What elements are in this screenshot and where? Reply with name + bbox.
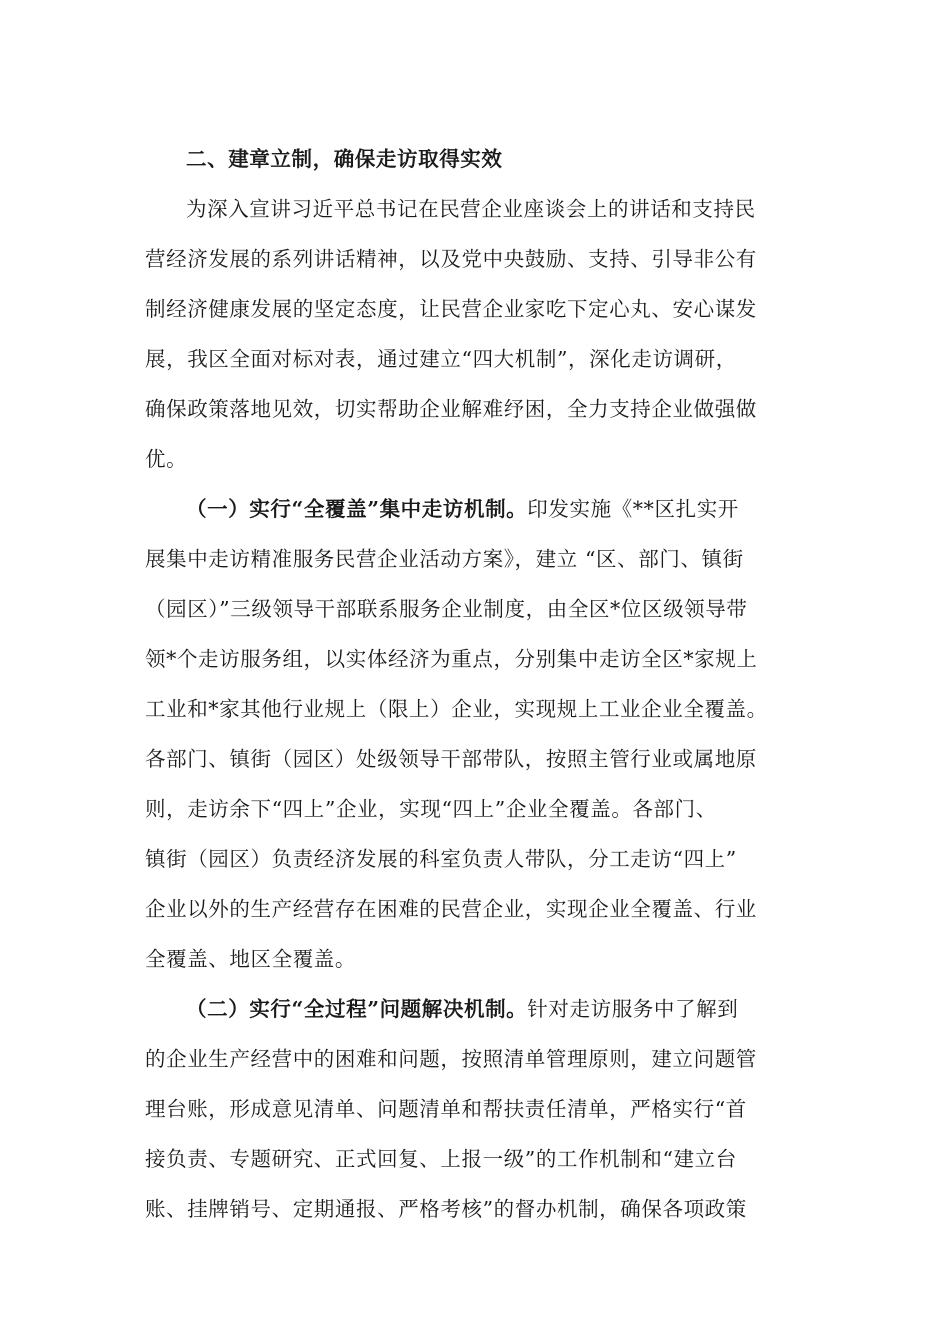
item1-line: 全覆盖、地区全覆盖。 <box>145 947 356 971</box>
item1-line: 各部门、镇街（园区）处级领导干部带队，按照主管行业或属地原 <box>145 747 757 771</box>
intro-line: 确保政策落地见效，切实帮助企业解难纾困，全力支持企业做强做 <box>145 397 757 421</box>
intro-line: 营经济发展的系列讲话精神，以及党中央鼓励、支持、引导非公有 <box>145 247 757 271</box>
item2-line: 理台账，形成意见清单、问题清单和帮扶责任清单，严格实行“首 <box>145 1097 747 1121</box>
item1-line: （园区）”三级领导干部联系服务企业制度，由全区*位区级领导带 <box>145 597 748 621</box>
item2-line: 的企业生产经营中的困难和问题，按照清单管理原则，建立问题管 <box>145 1047 757 1071</box>
item1-line: 镇街（园区）负责经济发展的科室负责人带队，分工走访“四上” <box>145 847 737 871</box>
item2-first-line <box>145 984 805 1034</box>
section-heading: 二、建章立制，确保走访取得实效 <box>186 147 503 171</box>
document-page <box>145 134 805 1234</box>
item1-lead: （一）实行“全覆盖”集中走访机制。 <box>186 497 528 521</box>
item2-first-rest: 针对走访服务中了解到 <box>527 997 739 1021</box>
item2-line: 接负责、专题研究、正式回复、上报一级”的工作机制和“建立台 <box>145 1147 737 1171</box>
intro-line: 制经济健康发展的坚定态度，让民营企业家吃下定心丸、安心谋发 <box>145 297 757 321</box>
item1-line: 企业以外的生产经营存在困难的民营企业，实现企业全覆盖、行业 <box>145 897 757 921</box>
item2-line: 账、挂牌销号、定期通报、严格考核”的督办机制，确保各项政策 <box>145 1197 747 1221</box>
item1-line: 工业和*家其他行业规上（限上）企业，实现规上工业企业全覆盖。 <box>145 697 768 721</box>
item1-first-line <box>145 484 805 534</box>
intro-line: 为深入宣讲习近平总书记在民营企业座谈会上的讲话和支持民 <box>186 197 756 221</box>
item1-line: 展集中走访精准服务民营企业活动方案》，建立 “区、部门、镇街 <box>145 547 744 571</box>
item1-line: 领*个走访服务组，以实体经济为重点，分别集中走访全区*家规上 <box>145 647 758 671</box>
item1-first-rest: 印发实施《**区扎实开 <box>527 497 739 521</box>
intro-line: 展，我区全面对标对表，通过建立“四大机制”，深化走访调研， <box>145 347 737 371</box>
intro-line: 优。 <box>145 447 188 471</box>
item2-lead: （二）实行“全过程”问题解决机制。 <box>186 997 528 1021</box>
item1-line: 则，走访余下“四上”企业，实现“四上”企业全覆盖。各部门、 <box>145 797 717 821</box>
